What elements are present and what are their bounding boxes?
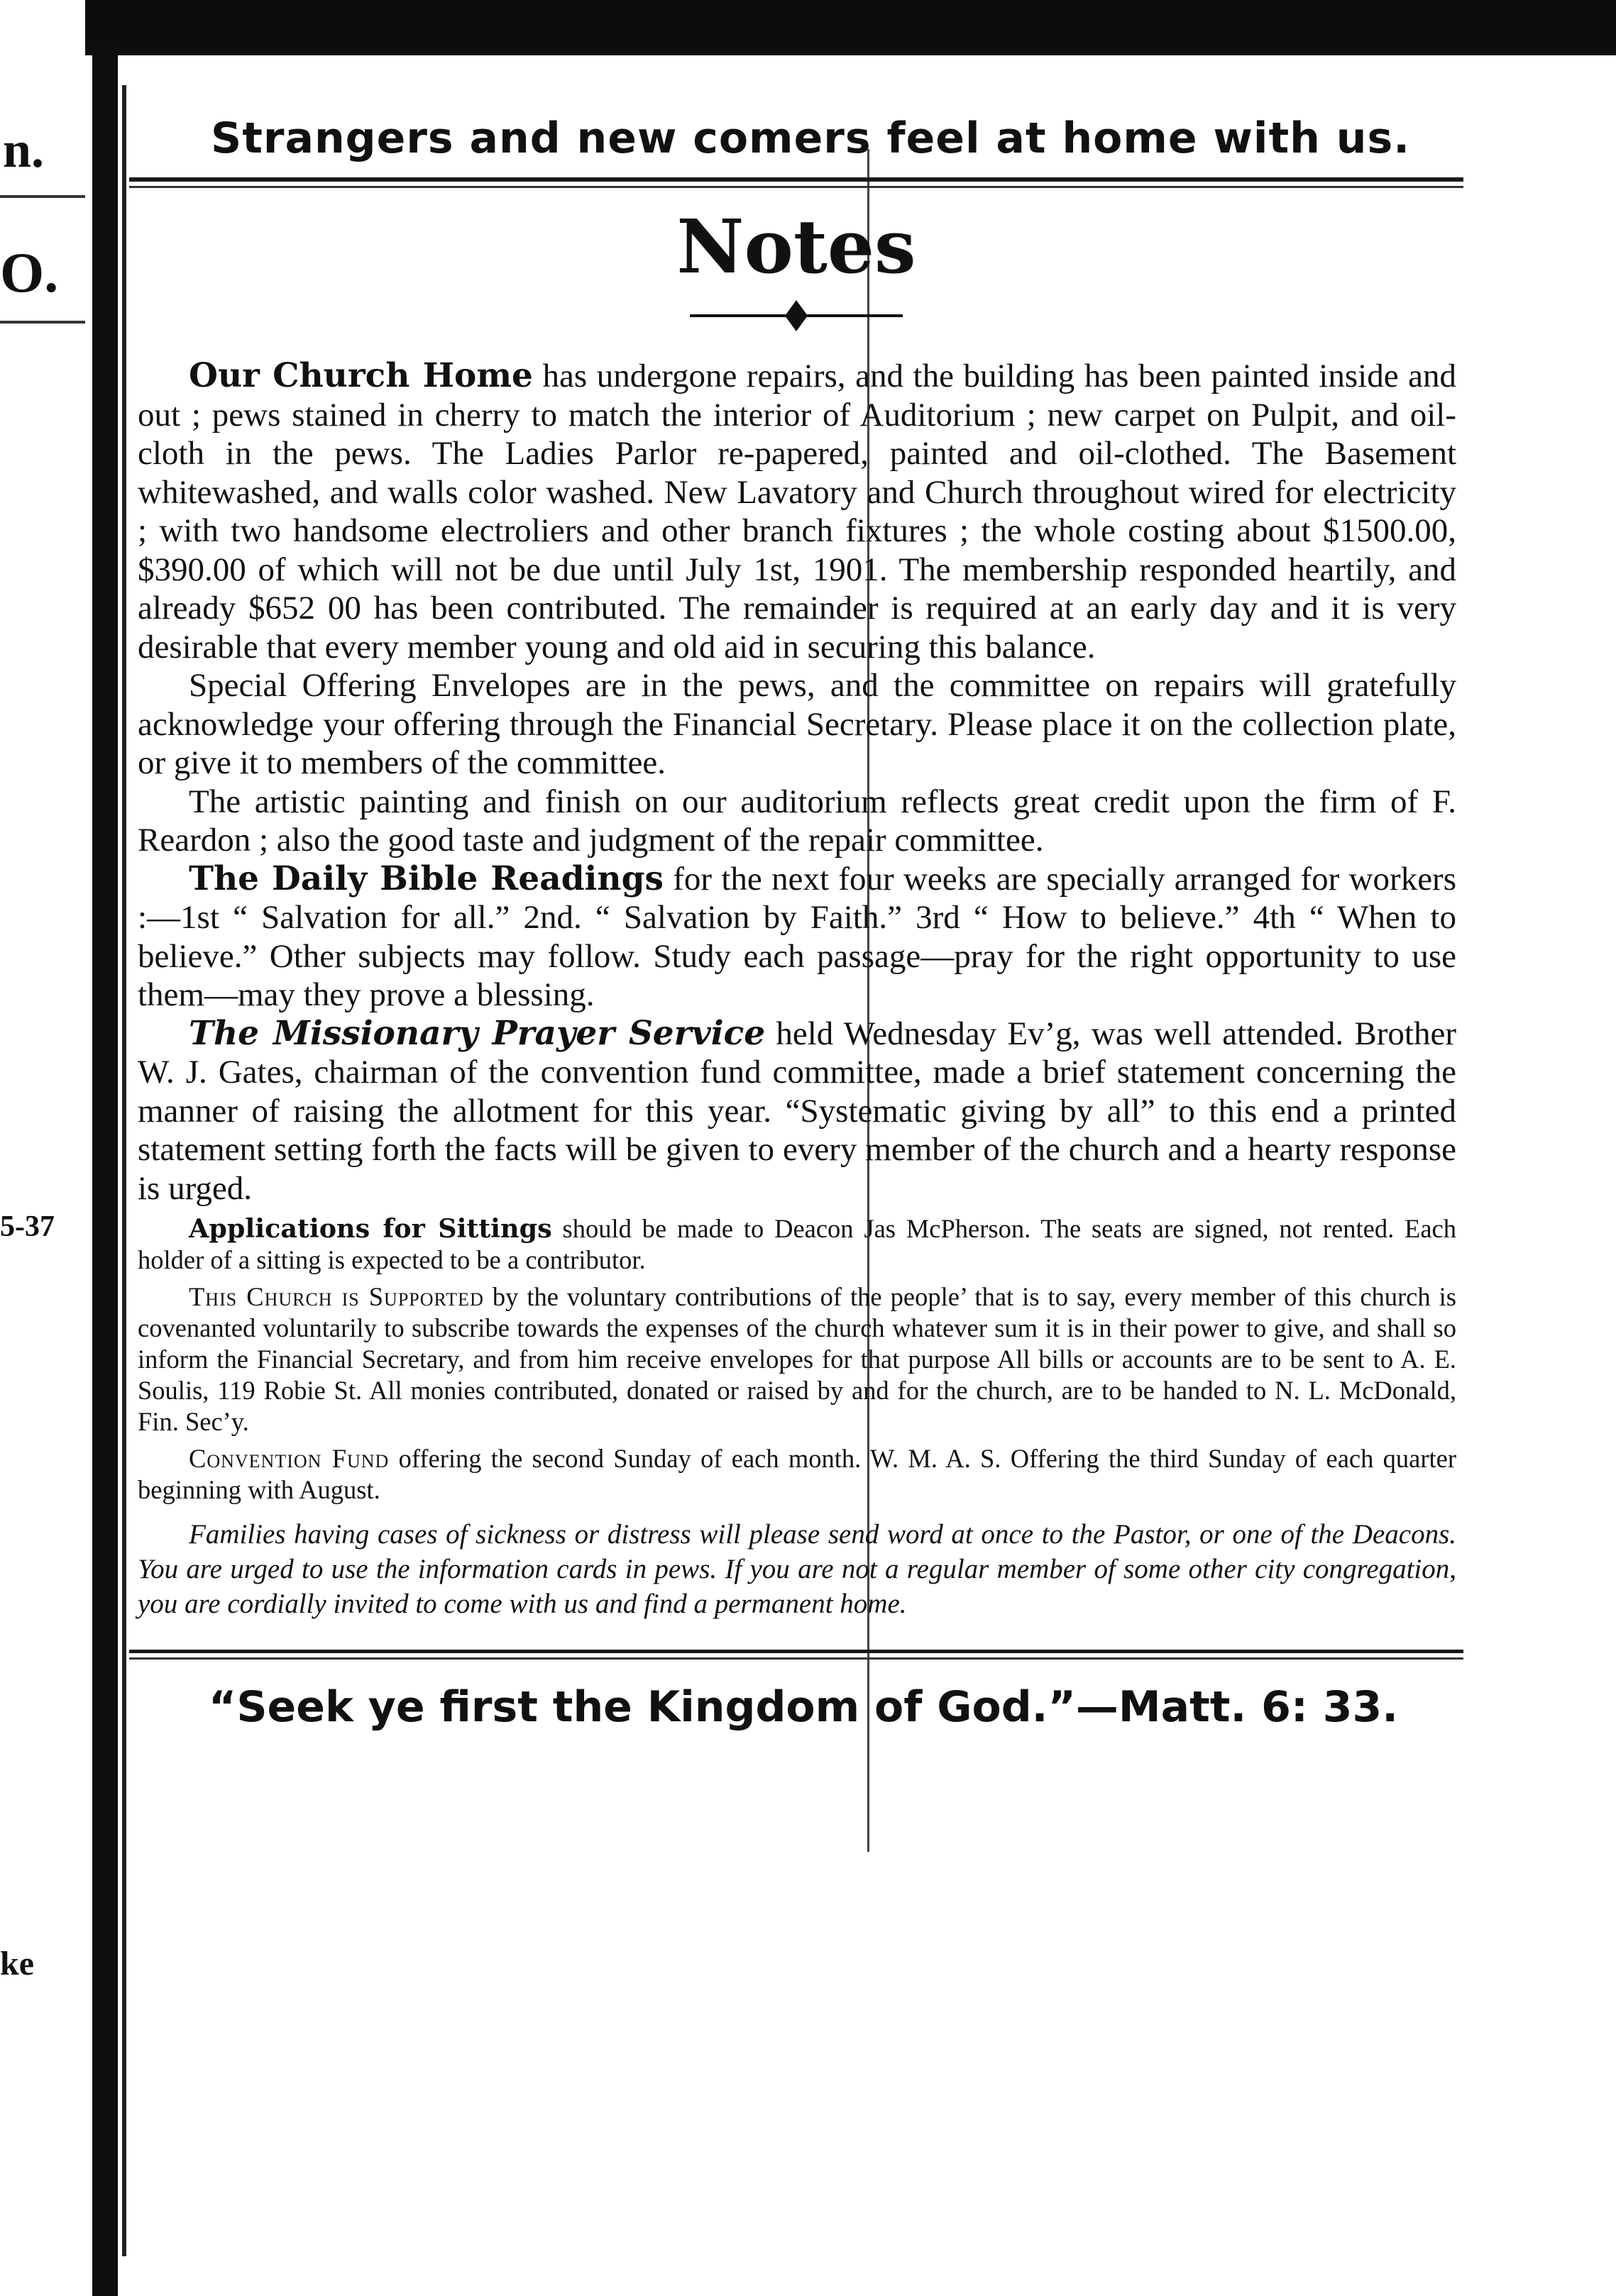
footer-rule bbox=[129, 1650, 1463, 1653]
missionary-paragraph bbox=[129, 1015, 1463, 1208]
header-tagline: Strangers and new comers feel at home with us. bbox=[210, 114, 1411, 163]
footer-rule-thin bbox=[129, 1657, 1463, 1660]
margin-rule bbox=[0, 195, 85, 198]
sittings-paragraph bbox=[129, 1213, 1463, 1276]
bulletin-page bbox=[129, 106, 1463, 1775]
special-offering-paragraph: Special Offering Envelopes are in the pews, and the committee on repairs will gratefully acknowledge your offering through the Financial Secretary. Please place it on the collection plate, or give it to members of the committee. bbox=[138, 667, 1456, 781]
left-border-bar bbox=[92, 43, 118, 2296]
margin-rule bbox=[0, 321, 85, 324]
bible-readings-text: for the next four weeks are specially arranged for workers :—1st “ Salvation for all.” 2nd. “ Salvation by Faith.” 3rd “ How to believe.” 4th “ When to believe.” Other subjects may follow. Study each passage—pray for the right opportunity to use them—may they prove a blessing. bbox=[138, 860, 1456, 1013]
sittings-lead: Applications for Sittings bbox=[189, 1213, 552, 1244]
header-rule bbox=[129, 177, 1463, 182]
left-inner-rule bbox=[122, 85, 126, 2256]
church-home-lead: Our Church Home bbox=[189, 356, 533, 395]
margin-fragment: ke bbox=[0, 1945, 34, 1982]
margin-fragment: 5-37 bbox=[0, 1210, 55, 1243]
header-rule-thin bbox=[129, 186, 1463, 188]
missionary-lead: The Missionary Prayer Service bbox=[189, 1013, 766, 1053]
bible-readings-paragraph bbox=[129, 860, 1463, 1015]
church-home-text: has undergone repairs, and the building has been painted inside and out ; pews stained in cherry to match the interior of Auditorium ; new carpet on Pulpit, and oil-cloth in the pews. The Ladies Parlor re-papered, painted and oil-clothed. The Basement whitewashed, and walls color washed. New Lavatory and Church throughout wired for electricity ; with two handsome electroliers and other branch fixtures ; the whole costing about $1500.00, $390.00 of which will not be due until July 1st, 1901. The membership responded heartily, and already $652 00 has been contributed. The remainder is required at an early day and it is very desirable that every member young and old aid in securing this balance. bbox=[138, 358, 1456, 666]
families-paragraph: Families having cases of sickness or distress will please send word at once to the Pastor, or one of the Deacons. You are urged to use the information cards in pews. If you are not a regular member of some other city congregation, you are cordially invited to come with us and find a permanent home. bbox=[138, 1519, 1456, 1619]
margin-fragment: n. bbox=[3, 121, 45, 178]
footer-scripture: “Seek ye first the Kingdom of God.”—Matt. 6: 33. bbox=[208, 1682, 1399, 1732]
ornament-divider-icon bbox=[683, 293, 910, 336]
artistic-painting-paragraph: The artistic painting and finish on our auditorium reflects great credit upon the firm of F. Reardon ; also the good taste and judgment of the repair committee. bbox=[138, 783, 1456, 859]
support-paragraph bbox=[129, 1281, 1463, 1437]
convention-paragraph bbox=[129, 1443, 1463, 1506]
top-border-bar bbox=[85, 0, 1616, 55]
convention-lead: Convention Fund bbox=[189, 1444, 390, 1473]
notes-title: Notes bbox=[676, 203, 916, 290]
convention-text: offering the second Sunday of each month. W. M. A. S. Offering the third Sunday of each quarter beginning with August. bbox=[138, 1444, 1457, 1504]
support-text: by the voluntary contributions of the people’ that is to say, every member of this church is covenanted voluntarily to subscribe towards the expenses of the church whatever sum it is in their power to give, and shall so inform the Financial Secretary, and from him receive envelopes for that purpose All bills or accounts are to be sent to A. E. Soulis, 119 Robie St. All monies contributed, donated or raised by and for the church, are to be handed to N. L. McDonald, Fin. Sec’y. bbox=[138, 1282, 1456, 1436]
sittings-text: should be made to Deacon Jas McPherson. The seats are signed, not rented. Each holder of a sitting is expected to be a contributor. bbox=[138, 1214, 1456, 1274]
margin-fragment: O. bbox=[0, 242, 59, 304]
bible-readings-lead: The Daily Bible Readings bbox=[189, 859, 664, 898]
support-lead: This Church is Supported bbox=[189, 1282, 484, 1311]
church-home-paragraph bbox=[129, 357, 1463, 666]
missionary-text: held Wednesday Ev’g, was well attended. Brother W. J. Gates, chairman of the convention fund committee, made a brief statement concerning the manner of raising the allotment for this year. “Systematic giving by all” to this end a printed statement setting forth the facts will be given to every member of the church and a hearty response is urged. bbox=[138, 1015, 1456, 1207]
